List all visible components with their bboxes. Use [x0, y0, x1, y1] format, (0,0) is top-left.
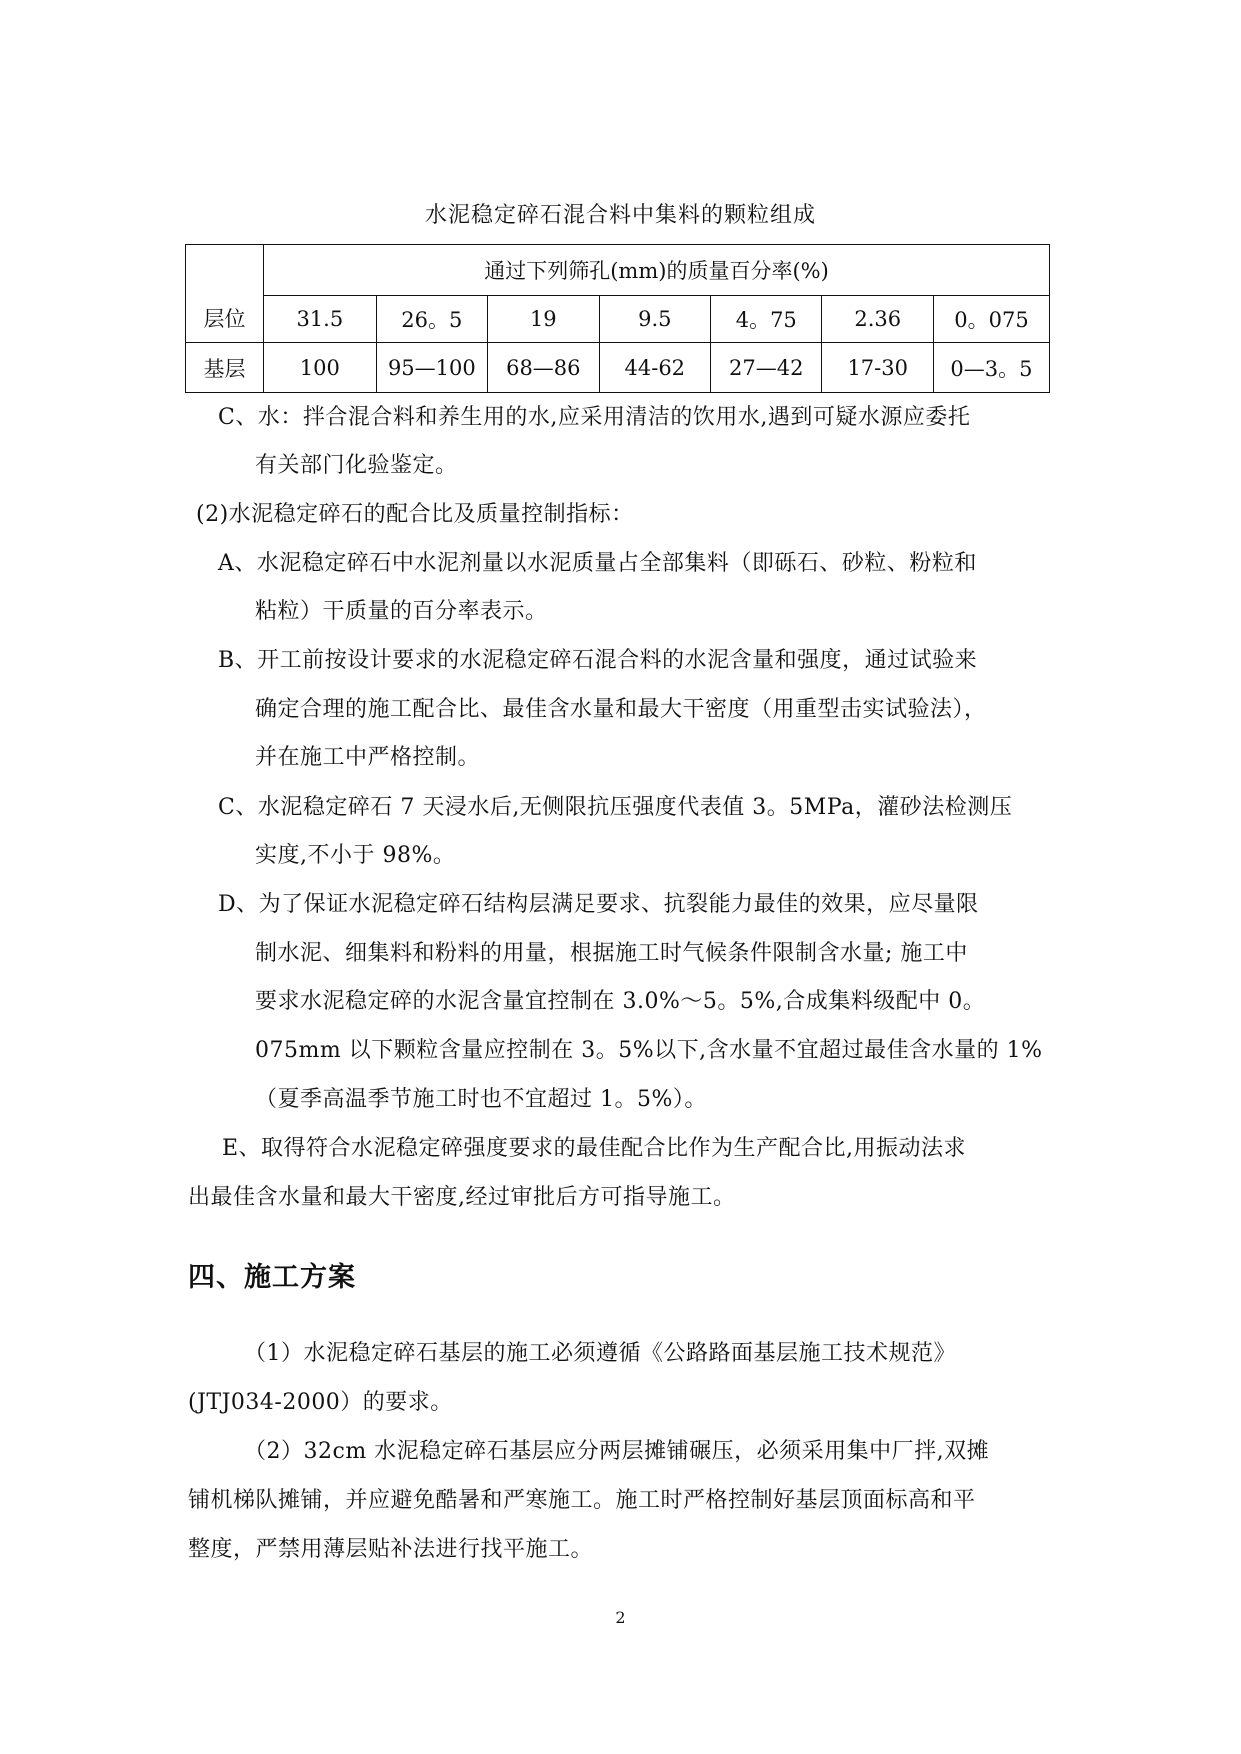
paragraph-d-line: 要求水泥稳定碎的水泥含量宜控制在 3.0%～5。5%,合成集料级配中 0。 — [255, 989, 986, 1014]
paragraph-d-line: 075mm 以下颗粒含量应控制在 3。5%以下,含水量不宜超过最佳含水量的 1% — [255, 1038, 1043, 1063]
paragraph-e-line: 出最佳含水量和最大干密度,经过审批后方可指导施工。 — [188, 1185, 736, 1210]
grading-table — [185, 244, 1050, 393]
paragraph-d-line: （夏季高温季节施工时也不宜超过 1。5%）。 — [255, 1087, 707, 1112]
section-4-paragraph-2-line: （2）32cm 水泥稳定碎石基层应分两层摊铺碾压，必须采用集中厂拌,双摊 — [244, 1439, 990, 1464]
sieve-cell: 19 — [488, 296, 599, 343]
paragraph-c-line: 实度,不小于 98%。 — [255, 843, 456, 868]
section-2-title: (2)水泥稳定碎石的配合比及质量控制指标： — [196, 502, 634, 527]
table-row — [186, 343, 1050, 393]
value-cell: 68—86 — [488, 343, 599, 393]
value-cell: 0—3。5 — [933, 343, 1049, 393]
layer-cell: 基层 — [186, 343, 264, 393]
paragraph-b-line: 并在施工中严格控制。 — [255, 745, 481, 770]
sieve-row — [186, 296, 1050, 343]
paragraph-d-line: D、为了保证水泥稳定碎石结构层满足要求、抗裂能力最佳的效果，应尽量限 — [218, 892, 979, 917]
section-4-paragraph-1-line: (JTJ034-2000）的要求。 — [188, 1390, 453, 1415]
paragraph-a-line: 粘粒）干质量的百分率表示。 — [255, 599, 548, 624]
section-4-paragraph-2-line: 铺机梯队摊铺，并应避免酷暑和严寒施工。施工时严格控制好基层顶面标高和平 — [188, 1488, 976, 1513]
paragraph-e-line: E、取得符合水泥稳定碎强度要求的最佳配合比作为生产配合比,用振动法求 — [222, 1136, 967, 1161]
row-header-cell — [186, 245, 264, 343]
sieve-cell: 0。075 — [933, 296, 1049, 343]
value-cell: 27—42 — [711, 343, 822, 393]
paragraph-c-water-line: 有关部门化验鉴定。 — [255, 453, 458, 478]
paragraph-c-line: C、水泥稳定碎石 7 天浸水后,无侧限抗压强度代表值 3。5MPa，灌砂法检测压 — [218, 795, 1013, 820]
page-number: 2 — [615, 1608, 626, 1627]
span-header-cell: 通过下列筛孔(mm)的质量百分率(%) — [264, 245, 1050, 296]
paragraph-b-line: B、开工前按设计要求的水泥稳定碎石混合料的水泥含量和强度，通过试验来 — [218, 648, 978, 673]
value-cell: 17-30 — [822, 343, 933, 393]
row-header-label: 层位 — [203, 307, 246, 331]
table-header-row — [186, 245, 1050, 296]
section-4-paragraph-1-line: （1）水泥稳定碎石基层的施工必须遵循《公路路面基层施工技术规范》 — [244, 1341, 956, 1366]
paragraph-d-line: 制水泥、细集料和粉料的用量，根据施工时气候条件限制含水量; 施工中 — [255, 941, 968, 966]
sieve-cell: 31.5 — [264, 296, 377, 343]
paragraph-c-water-line: C、水：拌合混合料和养生用的水,应采用清洁的饮用水,遇到可疑水源应委托 — [218, 405, 971, 430]
section-4-heading: 四、施工方案 — [188, 1262, 356, 1293]
sieve-cell: 4。75 — [711, 296, 822, 343]
sieve-cell: 2.36 — [822, 296, 933, 343]
sieve-cell: 26。5 — [376, 296, 487, 343]
value-cell: 100 — [264, 343, 377, 393]
paragraph-b-line: 确定合理的施工配合比、最佳含水量和最大干密度（用重型击实试验法）， — [255, 697, 987, 722]
section-4-paragraph-2-line: 整度，严禁用薄层贴补法进行找平施工。 — [188, 1537, 594, 1562]
paragraph-a-line: A、水泥稳定碎石中水泥剂量以水泥质量占全部集料（即砾石、砂粒、粉粒和 — [218, 551, 977, 576]
value-cell: 95—100 — [376, 343, 487, 393]
value-cell: 44-62 — [599, 343, 710, 393]
table-caption: 水泥稳定碎石混合料中集料的颗粒组成 — [424, 203, 816, 228]
sieve-cell: 9.5 — [599, 296, 710, 343]
